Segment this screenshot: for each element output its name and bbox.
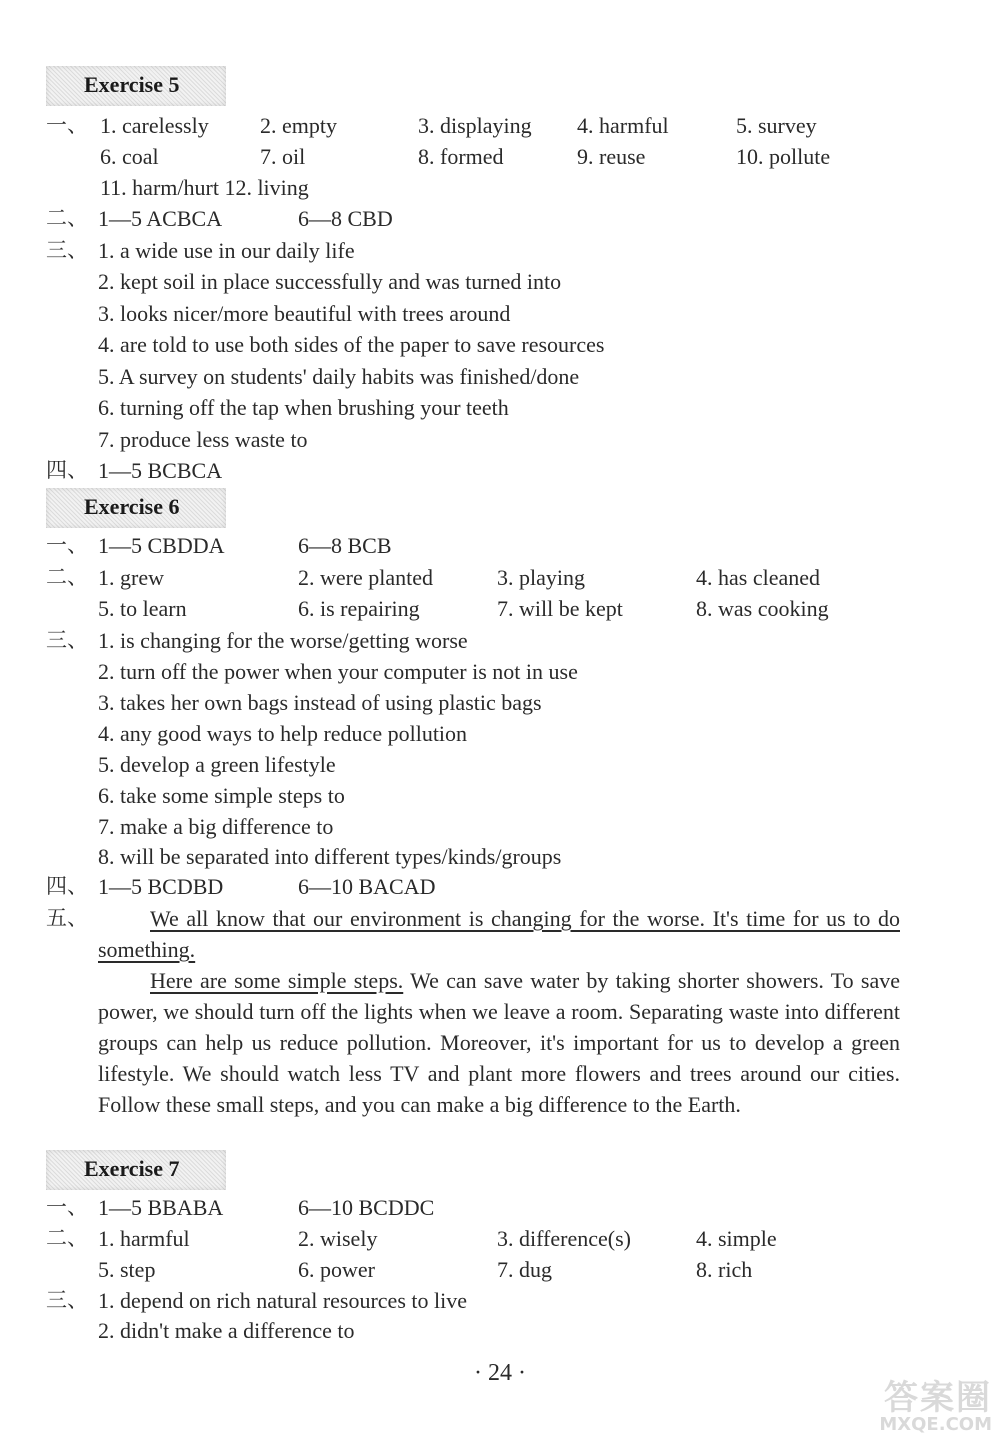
ex6-q2-row1: 二、 1. grew 2. were planted 3. playing 4. has cleaned	[46, 565, 820, 590]
ex6-q3-s2: 2. turn off the power when your computer is not in use	[98, 659, 578, 684]
watermark-logo: 答案圈 MXQE.COM	[879, 1378, 992, 1435]
ex5-q3-s4: 4. are told to use both sides of the paper to save resources	[98, 332, 605, 357]
ex7-q3-s1: 三、 1. depend on rich natural resources to live	[46, 1288, 467, 1313]
ex6-q2-row2: 5. to learn 6. is repairing 7. will be kept 8. was cooking	[98, 596, 829, 621]
ex5-q1-row1: 一、 1. carelessly 2. empty 3. displaying 4. harmful 5. survey	[46, 113, 817, 138]
ex7-q1: 一、 1—5 BBABA 6—10 BCDDC	[46, 1195, 435, 1220]
ex6-q3-s6: 6. take some simple steps to	[98, 783, 345, 808]
ex5-q3-s5: 5. A survey on students' daily habits was finished/done	[98, 364, 580, 389]
ex7-q2-row1: 二、 1. harmful 2. wisely 3. difference(s) 4. simple	[46, 1226, 777, 1251]
ex6-q3-s1: 三、 1. is changing for the worse/getting worse	[46, 628, 468, 653]
ex5-q3-s7: 7. produce less waste to	[98, 427, 308, 452]
ex5-q3-s1: 三、 1. a wide use in our daily life	[46, 238, 355, 263]
exercise-7-heading: Exercise 7	[46, 1150, 226, 1190]
ex6-q3-s8: 8. will be separated into different types/kinds/groups	[98, 844, 562, 869]
ex7-q2-row2: 5. step 6. power 7. dug 8. rich	[98, 1257, 753, 1282]
ex5-q4: 四、 1—5 BCBCA	[46, 458, 223, 483]
ex5-q3-s3: 3. looks nicer/more beautiful with trees around	[98, 301, 511, 326]
ex6-q3-s3: 3. takes her own bags instead of using plastic bags	[98, 690, 542, 715]
ex7-q3-s2: 2. didn't make a difference to	[98, 1318, 355, 1343]
ex5-q2: 二、 1—5 ACBCA 6—8 CBD	[46, 206, 393, 231]
ex5-q1-row2: 6. coal 7. oil 8. formed 9. reuse 10. pollute	[100, 144, 831, 169]
ex6-q1: 一、 1—5 CBDDA 6—8 BCB	[46, 533, 392, 558]
ex6-q3-s7: 7. make a big difference to	[98, 814, 334, 839]
page-number: · 24 ·	[474, 1360, 526, 1386]
ex5-q3-s6: 6. turning off the tap when brushing your teeth	[98, 395, 509, 420]
ex6-essay	[98, 903, 900, 1120]
essay-paragraph-2: Here are some simple steps. We can save water by taking shorter showers. To save power, we should turn off the lights when we leave a room. Separating waste into different groups can help us reduce pollution. Moreover, it's important for us to develop a green lifestyle. We should watch less TV and plant more flowers and trees around our cities. Follow these small steps, and you can make a big difference to the Earth.	[98, 968, 900, 1117]
ex5-q3-s2: 2. kept soil in place successfully and was turned into	[98, 269, 562, 294]
exercise-6-heading: Exercise 6	[46, 488, 226, 528]
ex6-q3-s4: 4. any good ways to help reduce pollution	[98, 721, 468, 746]
essay-paragraph-1: We all know that our environment is changing for the worse. It's time for us to do something.	[98, 906, 900, 962]
ex6-q3-s5: 5. develop a green lifestyle	[98, 752, 336, 777]
ex6-q4: 四、 1—5 BCDBD 6—10 BACAD	[46, 874, 436, 899]
ex6-q5-label: 五、	[46, 906, 88, 930]
ex5-q1-row3: 11. harm/hurt 12. living	[100, 175, 309, 200]
exercise-5-heading: Exercise 5	[46, 66, 226, 106]
